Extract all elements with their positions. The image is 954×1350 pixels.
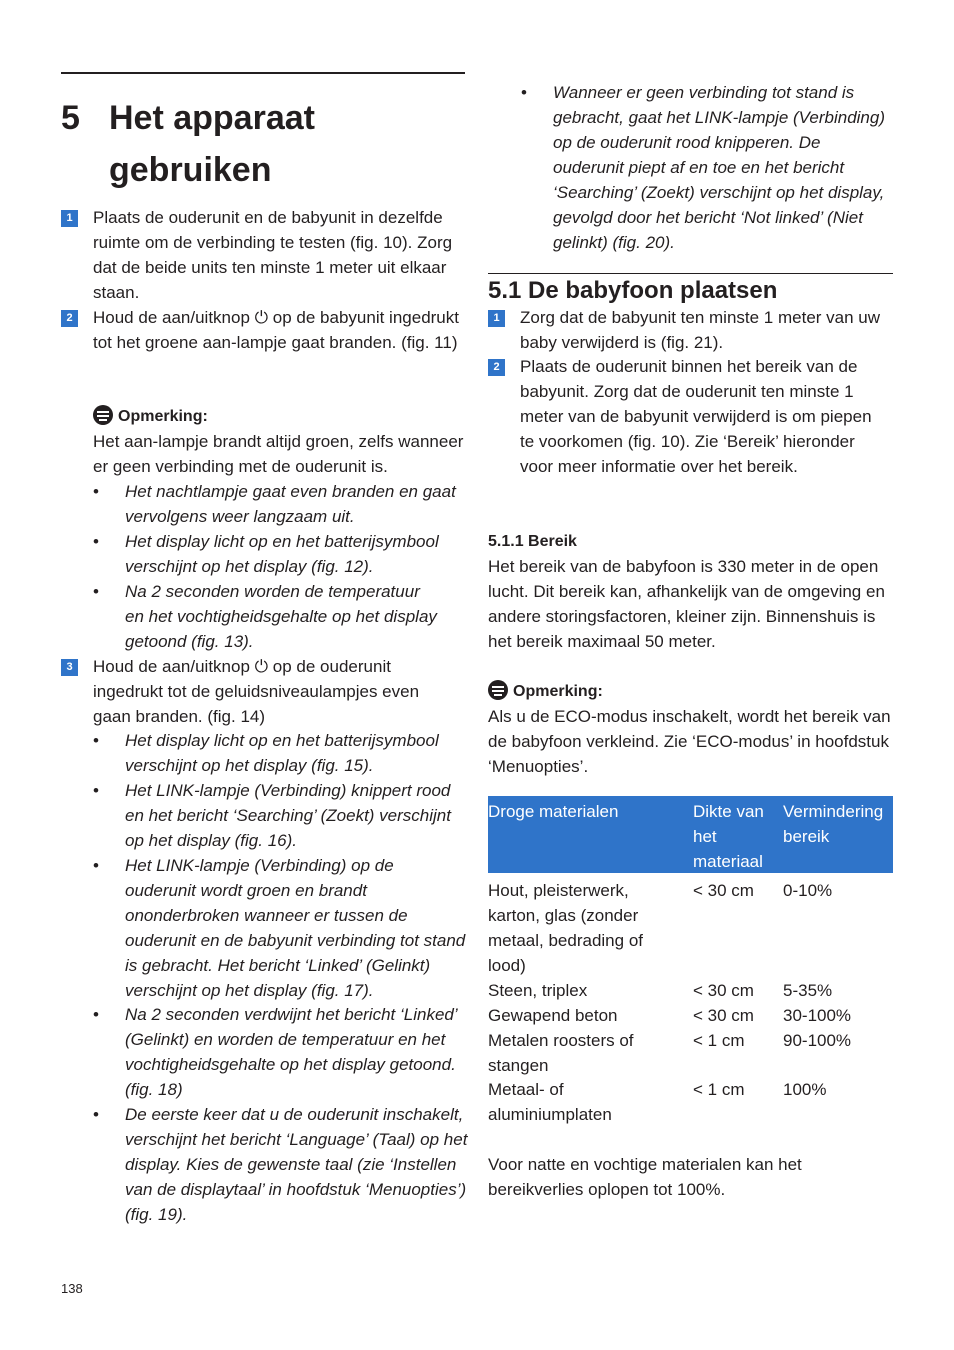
bullet-text: Na 2 seconden verdwijnt het bericht ‘Linked’ (Gelinkt) en worden de temperatuur en het vochtigheidsgehalte op het display getoond. (fig. 18): [125, 1005, 457, 1099]
table-cell: 100%: [783, 1080, 827, 1099]
table-cell: 90-100%: [783, 1031, 852, 1050]
bullet-item: [521, 80, 893, 255]
step-text: Zorg dat de babyunit ten minste 1 meter van uw baby verwijderd is (fig. 21).: [520, 308, 881, 352]
note-text: Het aan-lampje brandt altijd groen, zelfs wanneer er geen verbinding met de ouderunit is.: [93, 432, 464, 476]
chapter-number: 5: [61, 99, 80, 137]
chapter-title: Het apparaat gebruiken: [109, 99, 315, 189]
step-1: [488, 305, 893, 355]
note-heading: [488, 679, 603, 704]
step-2: [488, 354, 893, 479]
bullet-dot: •: [93, 1005, 99, 1024]
table-cell: 30-100%: [783, 1006, 852, 1025]
note-heading: [93, 404, 208, 429]
table-cell: 0-10%: [783, 881, 833, 900]
subsection-text: Het bereik van de babyfoon is 330 meter in de open lucht. Dit bereik kan, afhankelijk van de omgeving en andere storingsfactoren, kleiner zijn. Binnenshuis is het bereik maximaal 50 meter.: [488, 557, 885, 651]
bullet-dot: •: [93, 856, 99, 875]
step-number-badge: 3: [61, 659, 78, 676]
table-cell: < 30 cm: [693, 881, 754, 900]
table-header-cell: Droge materialen: [488, 802, 619, 821]
table-header: [488, 796, 893, 873]
table-cell: < 1 cm: [693, 1031, 745, 1050]
bullet-item: [93, 728, 468, 778]
table-cell: Hout, pleisterwerk, karton, glas (zonder metaal, bedrading of lood): [488, 881, 643, 975]
bullet-dot: •: [93, 532, 99, 551]
step-2: [61, 305, 466, 355]
bullet-dot: •: [93, 781, 99, 800]
section-rule: [488, 273, 893, 274]
table-cell: < 30 cm: [693, 1006, 754, 1025]
bullet-item: [93, 579, 438, 654]
bullet-dot: •: [93, 482, 99, 501]
bullet-text: Het LINK-lampje (Verbinding) knippert rood en het bericht ‘Searching’ (Zoekt) verschijnt op het display (fig. 16).: [125, 781, 451, 850]
table-cell: Metaal- of aluminiumplaten: [488, 1080, 612, 1124]
note-icon: [93, 405, 113, 425]
bullet-item: [93, 1002, 468, 1102]
bullet-item: [93, 853, 468, 1003]
table-cell: Gewapend beton: [488, 1006, 618, 1025]
table-header-cell: Dikte van het materiaal: [693, 802, 764, 871]
table-cell: < 30 cm: [693, 981, 754, 1000]
table-cell: 5-35%: [783, 981, 833, 1000]
step-3: [61, 654, 466, 729]
step-text: Houd de aan/uitknop ⏻ op de ouderunit ingedrukt tot de geluidsniveaulampjes even gaan branden. (fig. 14): [93, 657, 420, 726]
table-cell: < 1 cm: [693, 1080, 745, 1099]
subsection-title: 5.1.1 Bereik: [488, 533, 577, 550]
note-label: Opmerking:: [118, 408, 208, 425]
footer-note: Voor natte en vochtige materialen kan het bereikverlies oplopen tot 100%.: [488, 1155, 802, 1199]
bullet-dot: •: [93, 582, 99, 601]
note-label: Opmerking:: [513, 683, 603, 700]
note-icon: [488, 680, 508, 700]
bullet-text: Het nachtlampje gaat even branden en gaat vervolgens weer langzaam uit.: [125, 482, 456, 526]
bullet-text: De eerste keer dat u de ouderunit inschakelt, verschijnt het bericht ‘Language’ (Taal) op het display. Kies de gewenste taal (zie ‘Instellen van de displaytaal’ in hoofdstuk ‘Menuopties’) (fig. 19).: [125, 1105, 468, 1224]
bullet-dot: •: [521, 83, 527, 102]
table-header-cell: Vermindering bereik: [783, 802, 884, 846]
bullet-dot: •: [93, 1105, 99, 1124]
step-text: Houd de aan/uitknop ⏻ op de babyunit ingedrukt tot het groene aan-lampje gaat branden. (fig. 11): [93, 308, 459, 352]
bullet-text: Na 2 seconden worden de temperatuur en het vochtigheidsgehalte op het display getoond (fig. 13).: [125, 582, 437, 651]
bullet-item: [93, 479, 468, 529]
bullet-text: Wanneer er geen verbinding tot stand is gebracht, gaat het LINK-lampje (Verbinding) op de ouderunit rood knipperen. De ouderunit piept af en toe en het bericht ‘Searching’ (Zoekt) verschijnt op het display, gevolgd door het bericht ‘Not linked’ (Niet gelinkt) (fig. 20).: [553, 83, 885, 252]
step-number-badge: 2: [488, 359, 505, 376]
bullet-text: Het LINK-lampje (Verbinding) op de ouderunit wordt groen en brandt ononderbroken wanneer er tussen de ouderunit en de babyunit verbinding tot stand is gebracht. Het bericht ‘Linked’ (Gelinkt) verschijnt op het display (fig. 17).: [125, 856, 466, 1000]
page-number: 138: [61, 1281, 83, 1296]
note-text: Als u de ECO-modus inschakelt, wordt het bereik van de babyfoon verkleind. Zie ‘ECO-modus’ in hoofdstuk ‘Menuopties’.: [488, 707, 891, 776]
bullet-item: [93, 529, 468, 579]
step-number-badge: 2: [61, 310, 78, 327]
step-1: [61, 205, 466, 305]
bullet-item: [93, 1102, 468, 1227]
step-text: Plaats de ouderunit binnen het bereik van de babyunit. Zorg dat de ouderunit ten minste 1 meter van de babyunit verwijderd is om piepen te voorkomen (fig. 10). Zie ‘Bereik’ hieronder voor meer informatie over het bereik.: [520, 357, 872, 476]
step-text: Plaats de ouderunit en de babyunit in dezelfde ruimte om de verbinding te testen (fig. 10). Zorg dat de beide units ten minste 1 meter uit elkaar staan.: [93, 208, 453, 302]
bullet-item: [93, 778, 468, 853]
bullet-dot: •: [93, 731, 99, 750]
step-number-badge: 1: [488, 310, 505, 327]
section-title: 5.1 De babyfoon plaatsen: [488, 277, 778, 304]
bullet-text: Het display licht op en het batterijsymbool verschijnt op het display (fig. 12).: [125, 532, 439, 576]
bullet-text: Het display licht op en het batterijsymbool verschijnt op het display (fig. 15).: [125, 731, 439, 775]
table-cell: Metalen roosters of stangen: [488, 1031, 634, 1075]
table-cell: Steen, triplex: [488, 981, 588, 1000]
step-number-badge: 1: [61, 210, 78, 227]
chapter-rule: [61, 72, 465, 74]
